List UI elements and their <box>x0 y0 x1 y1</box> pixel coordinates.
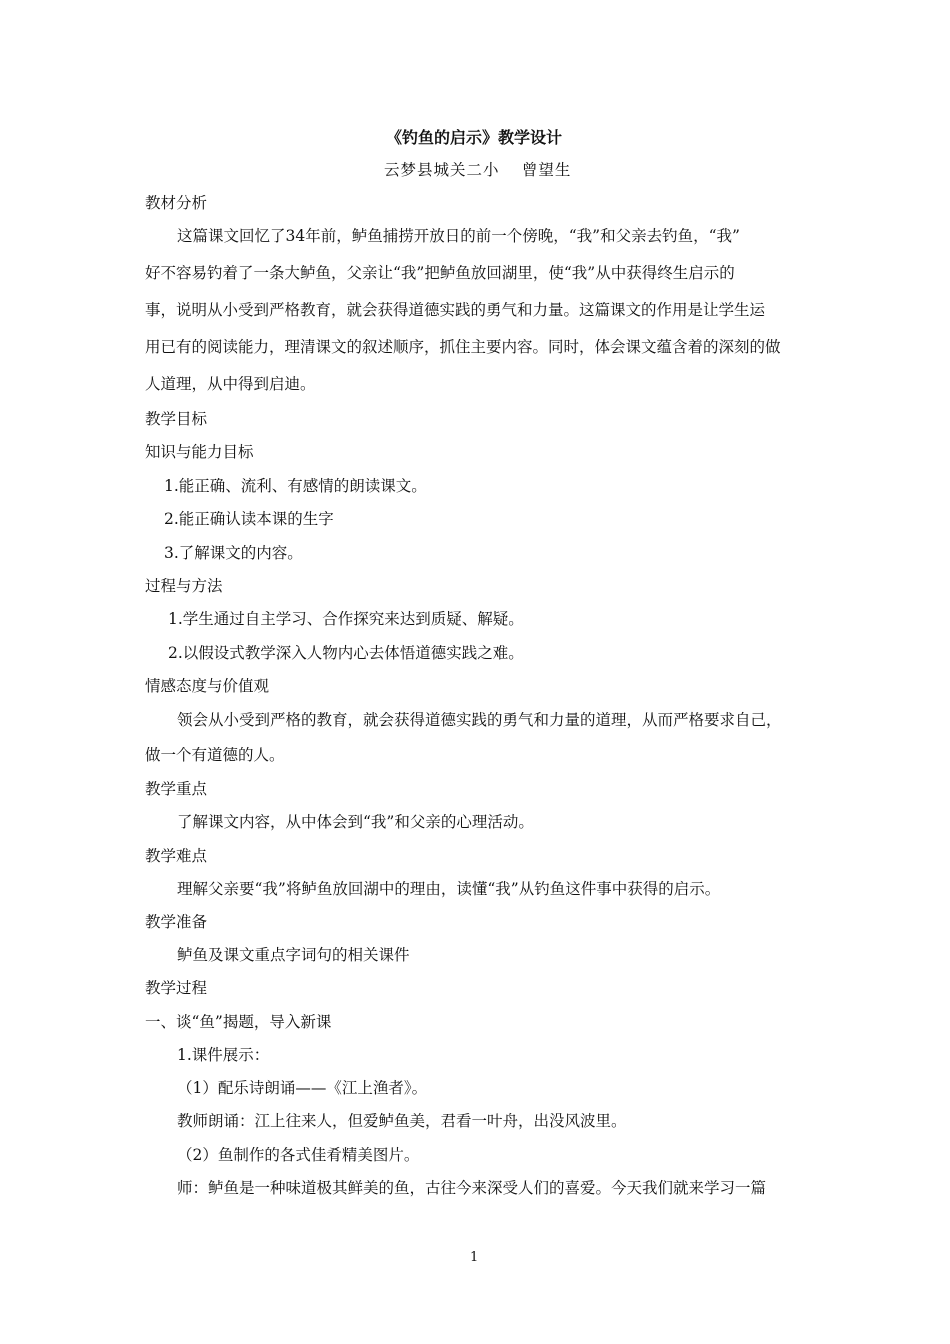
paragraph-line: 用已有的阅读能力，理清课文的叙述顺序，抓住主要内容。同时，体会课文蕴含着的深刻的做 <box>145 338 781 356</box>
paragraph-line: 领会从小受到严格的教育，就会获得道德实践的勇气和力量的道理，从而严格要求自己， <box>177 711 782 729</box>
paragraph-line: 事，说明从小受到严格教育，就会获得道德实践的勇气和力量。这篇课文的作用是让学生运 <box>145 301 766 319</box>
list-item: 2.以假设式教学深入人物内心去体悟道德实践之难。 <box>168 644 524 662</box>
list-item: 1.能正确、流利、有感情的朗读课文。 <box>164 477 427 495</box>
list-item: 1.学生通过自主学习、合作探究来达到质疑、解疑。 <box>168 610 524 628</box>
paragraph-line: 鲈鱼及课文重点字词句的相关课件 <box>177 946 410 964</box>
paragraph-line: 了解课文内容，从中体会到“我”和父亲的心理活动。 <box>177 813 534 831</box>
section-heading: 教学目标 <box>145 410 208 428</box>
author-line: 云梦县城关二小 曾望生 <box>384 161 572 179</box>
paragraph-line: 理解父亲要“我”将鲈鱼放回湖中的理由，读懂“我”从钓鱼这件事中获得的启示。 <box>177 880 721 898</box>
subsection-heading: 情感态度与价值观 <box>145 677 270 695</box>
paragraph-line: 这篇课文回忆了34年前，鲈鱼捕捞开放日的前一个傍晚，“我”和父亲去钓鱼，“我” <box>177 227 740 245</box>
paragraph-line: 做一个有道德的人。 <box>145 746 285 764</box>
paragraph-line: 师：鲈鱼是一种味道极其鲜美的鱼，古往今来深受人们的喜爱。今天我们就来学习一篇 <box>177 1179 767 1197</box>
document-title: 《钓鱼的启示》教学设计 <box>386 128 563 147</box>
list-item: （2）鱼制作的各式佳肴精美图片。 <box>177 1146 420 1164</box>
section-heading: 教学难点 <box>145 847 208 865</box>
step-heading: 一、谈“鱼”揭题，导入新课 <box>145 1013 332 1031</box>
section-heading: 教学过程 <box>145 979 208 997</box>
paragraph-line: 教师朗诵：江上往来人，但爱鲈鱼美，君看一叶舟，出没风波里。 <box>177 1112 627 1130</box>
subsection-heading: 过程与方法 <box>145 577 223 595</box>
list-item: 1.课件展示： <box>177 1046 270 1064</box>
list-item: 3.了解课文的内容。 <box>164 544 303 562</box>
subsection-heading: 知识与能力目标 <box>145 443 254 461</box>
section-heading: 教学重点 <box>145 780 208 798</box>
section-heading: 教学准备 <box>145 913 208 931</box>
list-item: （1）配乐诗朗诵——《江上渔者》。 <box>177 1079 428 1097</box>
section-heading: 教材分析 <box>145 194 208 212</box>
page-number: 1 <box>470 1250 479 1265</box>
paragraph-line: 好不容易钓着了一条大鲈鱼，父亲让“我”把鲈鱼放回湖里，使“我”从中获得终生启示的 <box>145 264 735 282</box>
paragraph-line: 人道理，从中得到启迪。 <box>145 375 316 393</box>
list-item: 2.能正确认读本课的生字 <box>164 510 334 528</box>
